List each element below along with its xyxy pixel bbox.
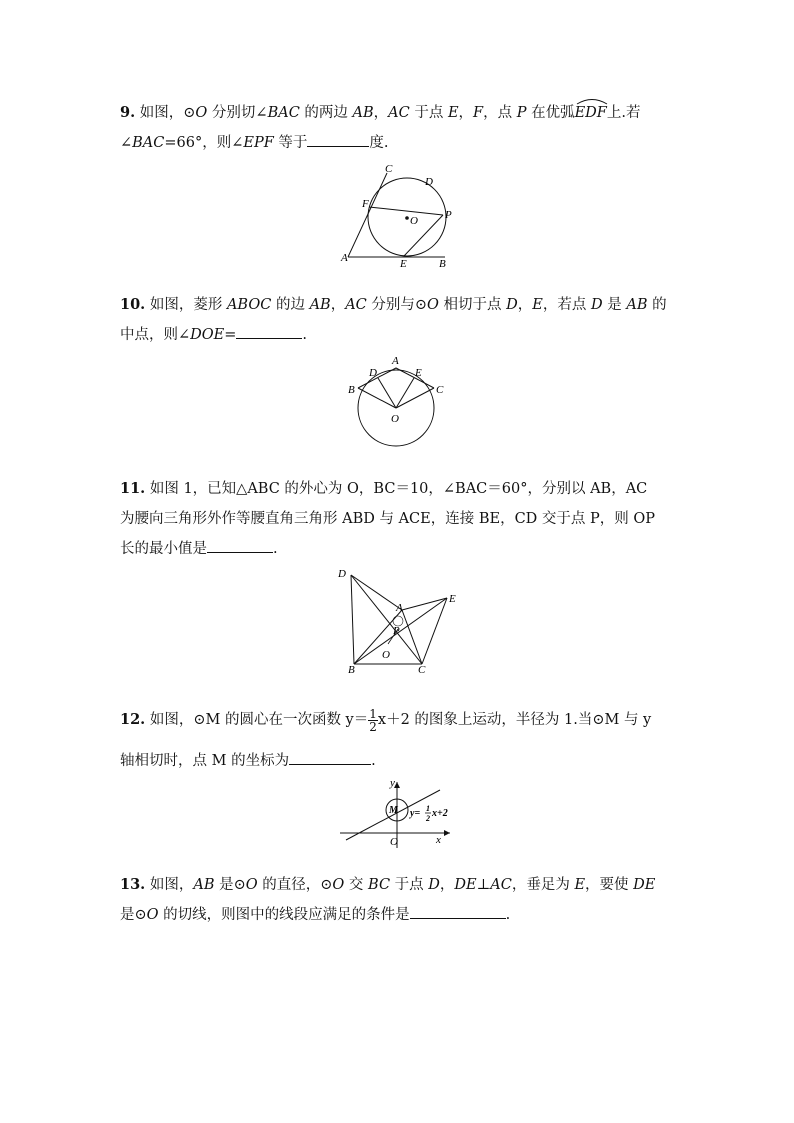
line-equation-label: y= [410, 808, 421, 819]
figure-label: x [436, 834, 441, 846]
question-11-line-1 [120, 474, 680, 504]
answer-blank[interactable] [410, 904, 506, 919]
question-9 [120, 98, 680, 158]
text: 分别切∠ [207, 105, 268, 121]
text: 中点，则∠ [120, 327, 191, 343]
math-var: DE [454, 877, 477, 893]
math-var: E [532, 297, 543, 313]
figure-q11 [334, 565, 464, 677]
math-var: E [447, 105, 459, 121]
line-equation-num: 1 [426, 804, 430, 813]
question-number: 13. [120, 876, 146, 893]
text: 的 [647, 297, 667, 313]
math-var: AB [309, 297, 331, 313]
text: ，点 [483, 105, 517, 121]
figure-label: E [415, 367, 422, 379]
text: ∠ [120, 135, 133, 151]
figure-q9 [335, 160, 465, 270]
question-12 [120, 702, 680, 776]
text: x＋2 的图象上运动，半径为 1.当⊙M 与 y [377, 712, 652, 728]
figure-label: F [362, 198, 369, 210]
figure-label: E [449, 593, 456, 605]
math-var: O [195, 105, 208, 121]
text: . [273, 541, 278, 557]
question-9-line-2 [120, 128, 680, 158]
text: ，若点 [542, 297, 591, 313]
math-var: EDF [574, 105, 607, 121]
figure-label: B [439, 258, 446, 270]
text: 在优弧 [526, 105, 575, 121]
fraction [368, 708, 378, 733]
text: . [302, 327, 308, 343]
question-11-line-2: 为腰向三角形外作等腰直角三角形 ABD 与 ACE，连接 BE，CD 交于点 P，则 OP [120, 511, 656, 527]
figure-label: B [348, 384, 355, 396]
text: 如图， [149, 877, 194, 893]
arc-mark-icon [575, 97, 609, 105]
question-number: 11. [120, 480, 146, 497]
math-var: O [245, 877, 258, 893]
text: 分别与⊙ [366, 297, 428, 313]
math-var: AC [490, 877, 512, 893]
math-var: EPF [243, 135, 274, 151]
math-var: P [516, 105, 527, 121]
text: 于点 [390, 877, 429, 893]
fraction-numerator: 1 [369, 706, 377, 721]
math-var: AB [193, 877, 215, 893]
text: ，垂足为 [511, 877, 575, 893]
figure-label: O [391, 413, 399, 425]
answer-blank[interactable] [307, 132, 369, 147]
text: 是⊙ [214, 877, 246, 893]
question-10 [120, 290, 680, 350]
question-11-line-3 [120, 534, 680, 564]
question-13-line-2 [120, 900, 680, 930]
text: ， [517, 297, 533, 313]
text: ，要使 [585, 877, 634, 893]
text: 长的最小值是 [120, 541, 207, 557]
figure-label: D [369, 367, 377, 379]
figure-label: O [382, 649, 390, 661]
text: 的直径，⊙ [257, 877, 333, 893]
figure-label: O [390, 836, 398, 848]
text: 的两边 [299, 105, 353, 121]
arc-label [575, 98, 607, 128]
figure-label: y [390, 777, 395, 789]
text: 是 [602, 297, 627, 313]
question-number: 9. [120, 104, 136, 121]
math-var: AC [345, 297, 367, 313]
math-var: AB [626, 297, 648, 313]
text: 如图，菱形 [149, 297, 227, 313]
text: ⊥ [476, 877, 491, 893]
figure-label: P [393, 625, 400, 637]
figure-label: A [341, 252, 348, 264]
text: =66°，则∠ [164, 135, 244, 151]
math-var: DOE [190, 327, 225, 343]
text: 如图 1，已知△ABC 的外心为 O，BC＝10，∠BAC＝60°，分别以 AB，AC [149, 481, 648, 497]
figure-label: E [400, 258, 407, 270]
text: 度. [369, 135, 389, 151]
text: ， [458, 105, 474, 121]
figure-label: A [396, 602, 403, 614]
math-var: DE [633, 877, 656, 893]
text: 上.若 [606, 105, 641, 121]
figure-q12 [340, 776, 452, 850]
math-var: ABOC [226, 297, 272, 313]
math-var: D [591, 297, 603, 313]
math-var: O [427, 297, 439, 313]
text: ， [330, 297, 346, 313]
figure-label: D [338, 568, 346, 580]
question-9-line-1 [120, 98, 680, 128]
text: = [224, 327, 237, 343]
figure-label: C [385, 163, 393, 175]
text: 的边 [271, 297, 310, 313]
figure-label: P [445, 209, 452, 221]
question-13-line-1 [120, 870, 680, 900]
text: . [505, 907, 511, 923]
figure-label: A [392, 355, 399, 367]
math-var: D [506, 297, 518, 313]
question-10-line-1 [120, 290, 680, 320]
text: 如图，⊙M 的圆心在一次函数 y＝ [149, 712, 369, 728]
question-10-line-2 [120, 320, 680, 350]
math-var: AC [388, 105, 410, 121]
text: 是⊙ [120, 907, 147, 923]
figure-label: C [436, 384, 444, 396]
question-13 [120, 870, 680, 930]
answer-blank[interactable] [207, 538, 273, 553]
text: 轴相切时，点 M 的坐标为 [120, 753, 290, 769]
figure-label: C [418, 664, 426, 676]
math-var: O [146, 907, 159, 923]
figure-label: M [389, 805, 398, 816]
text: 相切于点 [438, 297, 507, 313]
math-var: F [473, 105, 484, 121]
math-var: BAC [132, 135, 165, 151]
question-number: 12. [120, 711, 146, 728]
math-var: BC [368, 877, 391, 893]
answer-blank[interactable] [289, 750, 371, 765]
math-var: BAC [267, 105, 300, 121]
text: 于点 [409, 105, 448, 121]
text: 等于 [273, 135, 308, 151]
question-number: 10. [120, 296, 146, 313]
figure-label: D [425, 176, 433, 188]
text: 交 [344, 877, 369, 893]
math-var: D [428, 877, 440, 893]
math-var: AB [352, 105, 374, 121]
question-12-line-1 [120, 702, 680, 738]
question-11 [120, 474, 680, 564]
text: ， [439, 877, 455, 893]
text: ， [373, 105, 389, 121]
fraction-denominator: 2 [369, 719, 377, 734]
text: 如图，⊙ [139, 105, 196, 121]
line-equation-rest: x+2 [432, 808, 448, 819]
figure-q10 [342, 352, 450, 454]
text: 的切线，则图中的线段应满足的条件是 [158, 907, 410, 923]
text: . [371, 753, 376, 769]
answer-blank[interactable] [236, 324, 302, 339]
figure-label: B [348, 664, 355, 676]
math-var: E [574, 877, 586, 893]
figure-label: O [410, 215, 418, 227]
math-var: O [332, 877, 345, 893]
line-equation-den: 2 [426, 814, 430, 823]
question-12-line-2 [120, 746, 680, 776]
